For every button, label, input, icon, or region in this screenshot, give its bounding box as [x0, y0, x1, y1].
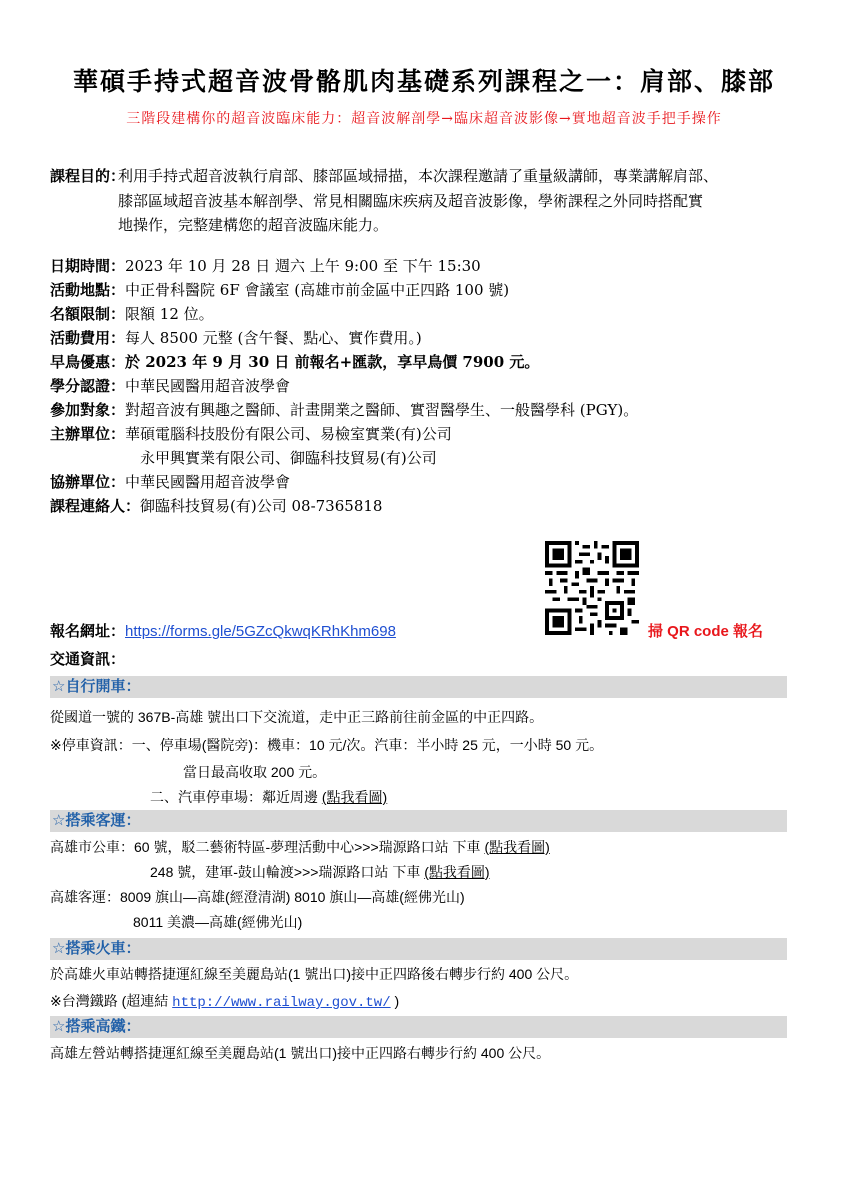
bus-map-link[interactable]: (點我看圖) — [484, 839, 550, 855]
traffic-label: 交通資訊： — [50, 650, 126, 668]
hsr-line: 高雄左營站轉搭捷運紅線至美麗島站(1 號出口)接中正四路右轉步行約 400 公尺。 — [50, 1045, 551, 1061]
info-value: 每人 8500 元整 (含午餐、點心、實作費用。) — [125, 329, 422, 347]
event-info-list — [50, 254, 810, 518]
drive-line: 從國道一號的 367B-高雄 號出口下交流道，走中正三路前往前金區的中正四路。 — [50, 709, 544, 725]
train-railway-close: ) — [390, 993, 400, 1009]
info-label: 主辦單位： — [50, 425, 126, 443]
registration-row — [50, 620, 396, 641]
info-value: 對超音波有興趣之醫師、計畫開業之醫師、實習醫學生、一般醫學科 (PGY)。 — [125, 401, 639, 419]
info-label: 學分認證： — [50, 377, 126, 395]
bus-line — [50, 837, 550, 857]
train-line: 於高雄火車站轉搭捷運紅線至美麗島站(1 號出口)接中正四路後右轉步行約 400 公尺。 — [50, 966, 579, 982]
bus-line — [150, 862, 490, 882]
bus-route-text: 248 號，建軍-鼓山輪渡>>>瑞源路口站 下車 — [150, 864, 425, 880]
info-label: 日期時間： — [50, 257, 126, 275]
info-label — [50, 446, 140, 470]
train-line — [50, 991, 399, 1013]
drive-parking-text: 二、汽車停車場：鄰近周邊 — [150, 789, 322, 805]
info-value: 中華民國醫用超音波學會 — [125, 377, 291, 395]
info-value: 中華民國醫用超音波學會 — [125, 473, 291, 491]
section-train-header: ☆搭乘火車： — [50, 938, 787, 960]
info-value: 中正骨科醫院 6F 會議室 (高雄市前金區中正四路 100 號) — [125, 281, 510, 299]
info-label: 活動費用： — [50, 329, 126, 347]
info-value: 御臨科技貿易(有)公司 08-7365818 — [140, 497, 383, 515]
page-title: 華碩手持式超音波骨骼肌肉基礎系列課程之一：肩部、膝部 — [72, 67, 775, 96]
railway-link[interactable]: http://www.railway.gov.tw/ — [172, 995, 391, 1011]
info-value: 華碩電腦科技股份有限公司、易檢室實業(有)公司 — [125, 425, 452, 443]
section-hsr-header: ☆搭乘高鐵： — [50, 1016, 787, 1038]
info-value: 2023 年 10 月 28 日 週六 上午 9:00 至 下午 15:30 — [125, 257, 481, 275]
drive-line — [150, 787, 387, 807]
bus-line: 高雄客運：8009 旗山—高雄(經澄清湖) 8010 旗山—高雄(經佛光山) — [50, 889, 465, 905]
bus-route-text: 高雄市公車：60 號，駁二藝術特區-夢理活動中心>>>瑞源路口站 下車 — [50, 839, 485, 855]
drive-line: 當日最高收取 200 元。 — [183, 764, 327, 780]
section-drive-header: ☆自行開車： — [50, 676, 787, 698]
bus-line: 8011 美濃—高雄(經佛光山) — [133, 914, 303, 930]
qr-code-image[interactable] — [545, 541, 639, 635]
registration-label: 報名網址： — [50, 622, 126, 640]
info-value: 限額 12 位。 — [125, 305, 214, 323]
parking-map-link[interactable]: (點我看圖) — [321, 789, 388, 805]
info-label: 活動地點： — [50, 281, 126, 299]
purpose-label: 課程目的： — [50, 167, 126, 185]
purpose-line: 膝部區域超音波基本解剖學、常見相關臨床疾病及超音波影像，學術課程之外同時搭配實 — [118, 191, 704, 210]
drive-line: ※停車資訊：一、停車場(醫院旁)：機車：10 元/次。汽車：半小時 25 元，一小時 50 元。 — [50, 737, 604, 753]
info-label: 協辦單位： — [50, 473, 126, 491]
info-label: 早鳥優惠： — [50, 353, 126, 371]
section-bus-header: ☆搭乘客運： — [50, 810, 787, 832]
purpose-line: 地操作，完整建構您的超音波臨床能力。 — [118, 216, 389, 234]
info-label: 名額限制： — [50, 305, 126, 323]
purpose-line: 利用手持式超音波執行肩部、膝部區域掃描，本次課程邀請了重量級講師，專業講解肩部、 — [118, 167, 719, 185]
info-label: 課程連絡人： — [50, 497, 141, 515]
bus-map-link[interactable]: (點我看圖) — [424, 864, 490, 880]
info-value: 於 2023 年 9 月 30 日 前報名+匯款，享早鳥價 7900 元。 — [125, 353, 540, 371]
registration-link[interactable]: https://forms.gle/5GZcQkwqKRhKhm698 — [125, 623, 396, 640]
page-subtitle: 三階段建構你的超音波臨床能力：超音波解剖學→臨床超音波影像→實地超音波手把手操作 — [126, 111, 722, 127]
qr-code-note: 掃 QR code 報名 — [648, 623, 764, 640]
info-label: 參加對象： — [50, 401, 126, 419]
train-railway-text: ※台灣鐵路 (超連結 — [50, 993, 173, 1009]
info-value: 永甲興實業有限公司、御臨科技貿易(有)公司 — [140, 449, 437, 467]
